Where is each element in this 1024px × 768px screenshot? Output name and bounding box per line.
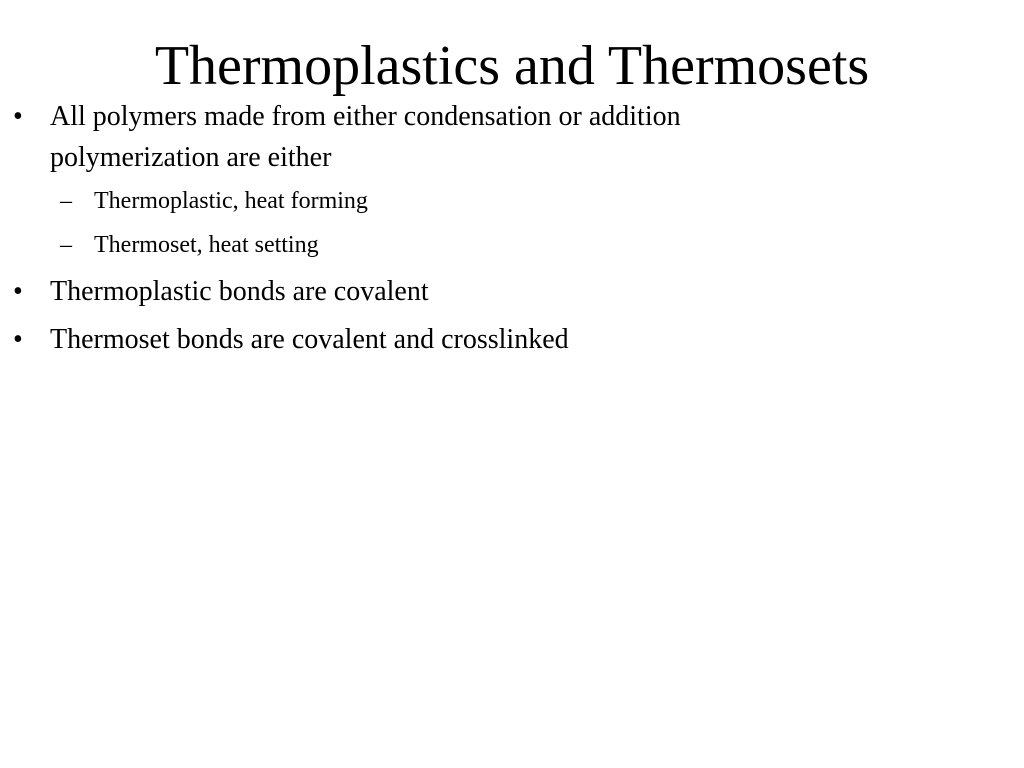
bullet-item [0, 96, 1024, 263]
sub-bullet-marker: – [60, 188, 72, 214]
sub-bullet-text: Thermoplastic, heat forming [94, 188, 368, 214]
sub-bullet-marker: – [60, 232, 72, 258]
bullet-marker: • [13, 276, 23, 307]
bullet-text: All polymers made from either condensation or addition polymerization are either [50, 101, 681, 173]
bullet-list [0, 96, 1024, 367]
sub-bullet-text: Thermoset, heat setting [94, 232, 319, 258]
slide-title: Thermoplastics and Thermosets [154, 35, 870, 97]
bullet-text: Thermoplastic bonds are covalent [50, 276, 429, 307]
bullet-item [0, 271, 1024, 312]
bullet-marker: • [13, 101, 23, 132]
bullet-marker: • [13, 324, 23, 355]
sub-bullet-item [50, 227, 844, 263]
sub-bullet-list [50, 183, 844, 263]
bullet-item [0, 319, 1024, 360]
bullet-text: Thermoset bonds are covalent and crosslinked [50, 324, 569, 355]
sub-bullet-item [50, 183, 844, 219]
